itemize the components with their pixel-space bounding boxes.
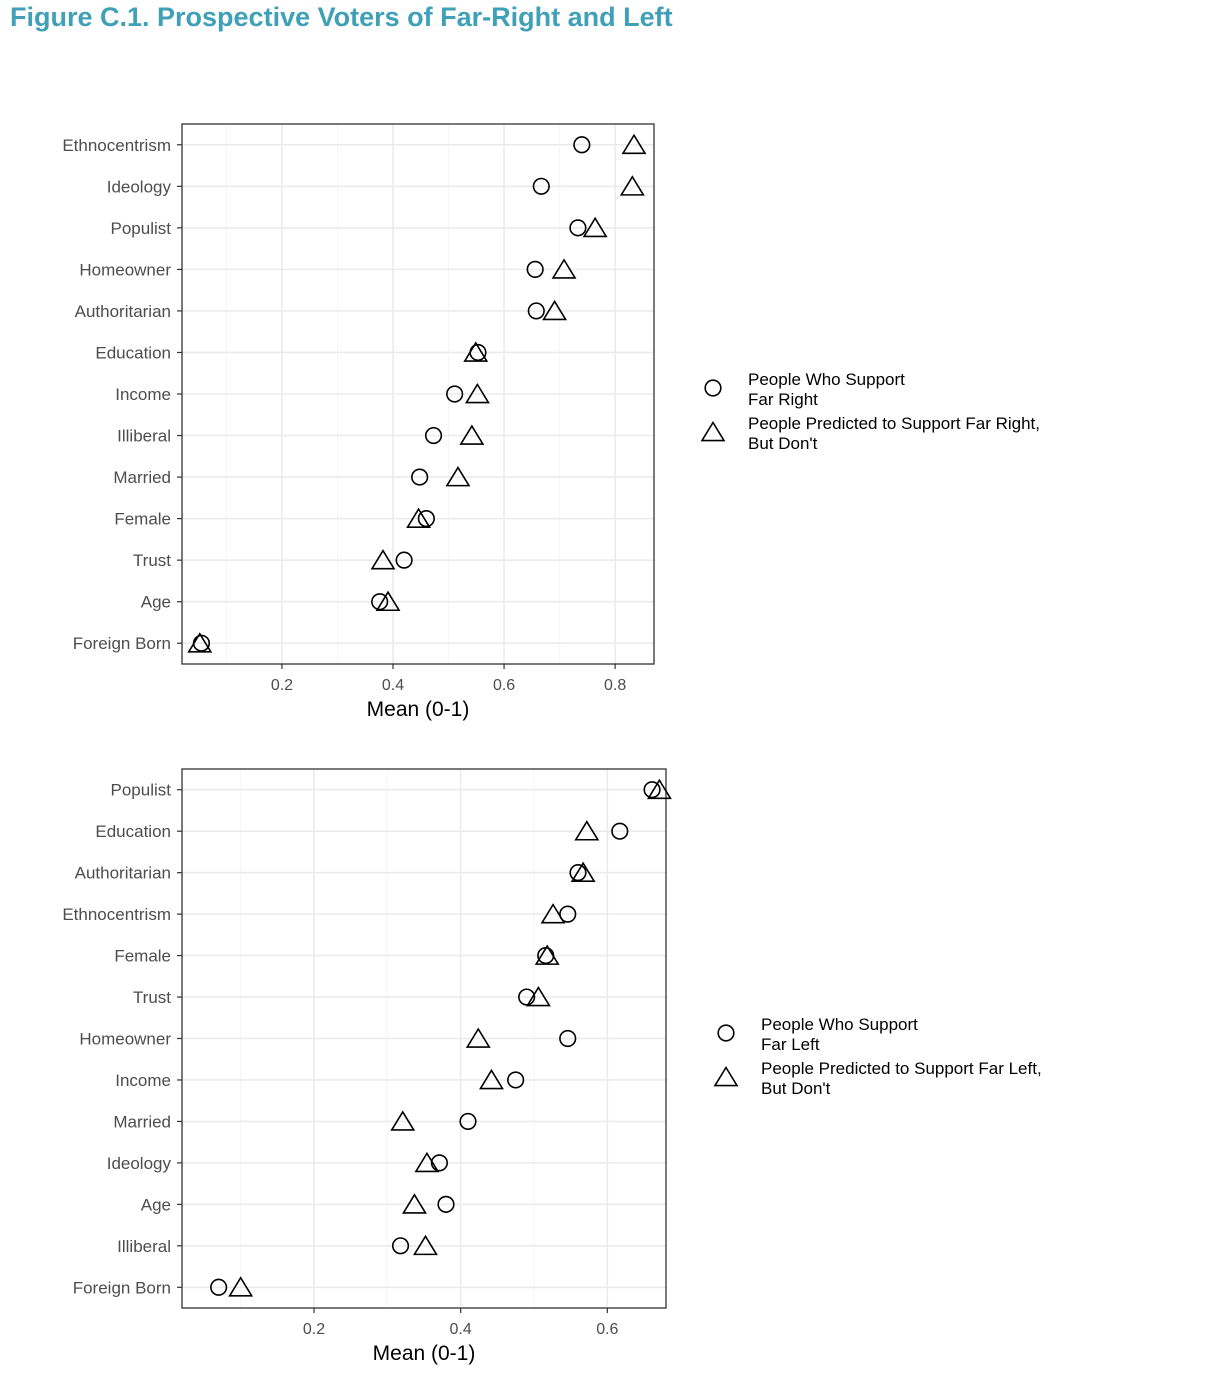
y-tick-label-populist: Populist (110, 780, 171, 800)
y-tick-label-homeowner: Homeowner (79, 260, 171, 280)
chart-panel-2 (62, 769, 1041, 1365)
y-tick-label-education: Education (95, 343, 171, 363)
y-tick-label-homeowner: Homeowner (79, 1029, 171, 1049)
legend-key-1 (705, 380, 721, 396)
y-tick-label-ethnocentrism: Ethnocentrism (62, 905, 171, 925)
x-tick-label: 0.4 (449, 1321, 472, 1338)
legend (702, 370, 1040, 453)
legend-label-2-line-2: But Don't (748, 434, 818, 453)
y-tick-label-income: Income (115, 1070, 171, 1090)
y-tick-label-married: Married (113, 468, 171, 488)
legend-label-2-line-1: People Predicted to Support Far Right, (748, 414, 1040, 433)
chart-panel-1 (62, 124, 1040, 721)
figure-title: Figure C.1. Prospective Voters of Far-Right and Left (10, 2, 673, 32)
legend-triangle-icon (702, 423, 724, 441)
x-tick-label: 0.2 (270, 677, 294, 694)
y-tick-label-illiberal: Illiberal (117, 426, 171, 446)
legend-key-2 (715, 1068, 737, 1086)
y-tick-label-populist: Populist (110, 218, 171, 238)
legend-label-1-line-2: Far Right (748, 390, 818, 409)
y-tick-label-ethnocentrism: Ethnocentrism (62, 135, 171, 155)
y-tick-label-illiberal: Illiberal (117, 1236, 171, 1256)
y-tick-label-ideology: Ideology (106, 1153, 171, 1173)
legend-circle-icon (705, 380, 721, 396)
legend (715, 1015, 1042, 1098)
y-tick-label-authoritarian: Authoritarian (74, 301, 171, 321)
y-tick-label-foreign-born: Foreign Born (72, 1278, 171, 1298)
legend-circle-icon (718, 1025, 734, 1041)
y-tick-label-foreign-born: Foreign Born (72, 634, 171, 654)
legend-key-1 (718, 1025, 734, 1041)
legend-key-2 (702, 423, 724, 441)
legend-triangle-icon (715, 1068, 737, 1086)
x-axis-title: Mean (0-1) (372, 1342, 476, 1365)
x-tick-label: 0.8 (604, 677, 627, 694)
y-tick-label-female: Female (114, 509, 171, 529)
legend-label-1-line-2: Far Left (761, 1035, 820, 1054)
y-tick-label-age: Age (140, 592, 171, 612)
legend-label-1-line-1: People Who Support (761, 1015, 918, 1034)
y-tick-label-education: Education (95, 822, 171, 842)
y-tick-label-female: Female (114, 946, 171, 966)
x-tick-label: 0.6 (492, 677, 516, 694)
y-tick-label-ideology: Ideology (106, 177, 171, 197)
y-tick-label-trust: Trust (132, 551, 171, 571)
y-tick-label-trust: Trust (132, 988, 171, 1008)
y-tick-label-age: Age (140, 1195, 171, 1215)
y-tick-label-income: Income (115, 385, 171, 404)
legend-label-2-line-1: People Predicted to Support Far Left, (761, 1059, 1042, 1078)
x-tick-label: 0.6 (596, 1321, 619, 1338)
legend-label-2-line-2: But Don't (761, 1079, 831, 1098)
y-tick-label-married: Married (113, 1112, 171, 1132)
y-tick-label-authoritarian: Authoritarian (74, 863, 171, 883)
legend-label-1-line-1: People Who Support (748, 370, 905, 389)
x-tick-label: 0.2 (302, 1321, 326, 1338)
x-axis-title: Mean (0-1) (366, 698, 470, 721)
x-tick-label: 0.4 (381, 677, 405, 694)
